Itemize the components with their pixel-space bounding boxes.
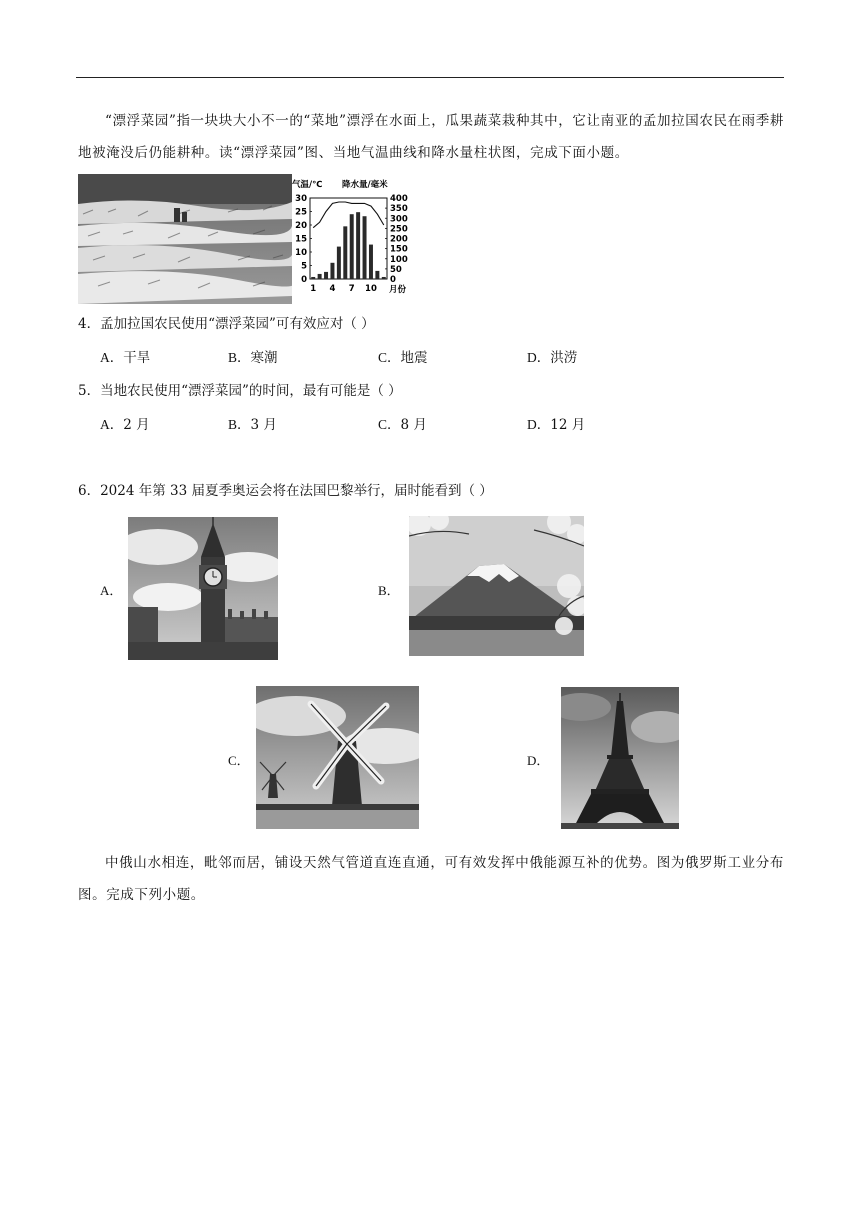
climate-chart xyxy=(292,177,418,299)
q6-option-c-windmill-image[interactable] xyxy=(256,686,419,829)
precipitation-bar xyxy=(337,247,341,279)
q5-option-a-text: 2 月 xyxy=(123,417,150,433)
left-tick-label: 15 xyxy=(295,234,307,245)
question-6-stem: 6．2024 年第 33 届夏季奥运会将在法国巴黎举行，届时能看到（ ） xyxy=(78,483,493,499)
q4-option-a[interactable] xyxy=(100,349,150,367)
intro-paragraph-floating-garden: “漂浮菜园”指一块块大小不一的“菜地”漂浮在水面上，瓜果蔬菜栽种其中，它让南亚的孟加拉国农民在雨季耕地被淹没后仍能耕种。读“漂浮菜园”图、当地气温曲线和降水量柱状图，完成下面小题。 xyxy=(78,113,784,161)
q5-option-c-text: 8 月 xyxy=(400,417,427,433)
precipitation-bar xyxy=(343,226,347,279)
temperature-line xyxy=(313,202,384,228)
right-tick-label: 200 xyxy=(390,234,408,245)
q6-option-a-label[interactable]: A． xyxy=(100,583,123,598)
q6-option-b-label[interactable]: B． xyxy=(378,583,400,598)
q6-option-a-big-ben-image[interactable] xyxy=(128,517,278,660)
right-tick-label: 350 xyxy=(390,204,408,215)
right-tick-label: 150 xyxy=(390,244,408,255)
q4-option-d-letter: D． xyxy=(527,350,551,365)
question-4-stem: 4．孟加拉国农民使用“漂浮菜园”可有效应对（ ） xyxy=(78,316,375,332)
x-tick-label: 10 xyxy=(365,284,377,294)
right-tick-label: 250 xyxy=(390,224,408,235)
q5-option-d-letter: D． xyxy=(527,417,551,432)
q5-option-b-text: 3 月 xyxy=(250,417,277,433)
precipitation-bar xyxy=(350,214,354,279)
q4-option-b-letter: B． xyxy=(228,350,251,365)
right-tick-label: 100 xyxy=(390,254,408,265)
right-tick-label: 50 xyxy=(390,264,402,275)
left-tick-label: 25 xyxy=(295,207,307,218)
x-tick-label: 1 xyxy=(310,284,317,294)
header-rule xyxy=(76,77,784,78)
q6-option-b-mount-fuji-image[interactable] xyxy=(409,516,584,656)
precipitation-bar xyxy=(311,277,315,279)
x-tick-label: 4 xyxy=(329,284,336,294)
right-tick-label: 0 xyxy=(390,275,396,285)
intro-paragraph-russia-industry: 中俄山水相连，毗邻而居，铺设天然气管道直连直通，可有效发挥中俄能源互补的优势。图为俄罗斯工业分布图。完成下列小题。 xyxy=(78,855,784,903)
left-tick-label: 0 xyxy=(301,275,307,285)
right-tick-label: 300 xyxy=(390,214,408,225)
left-tick-label: 30 xyxy=(295,194,307,204)
question-5-stem: 5．当地农民使用“漂浮菜园”的时间，最有可能是（ ） xyxy=(78,383,402,399)
q4-option-d[interactable] xyxy=(527,349,577,367)
precipitation-bar xyxy=(324,272,328,279)
precipitation-bar xyxy=(330,263,334,279)
precipitation-bar xyxy=(363,216,367,279)
q5-option-a-letter: A． xyxy=(100,417,124,432)
precipitation-bar xyxy=(369,245,373,279)
right-tick-label: 400 xyxy=(390,194,408,204)
q4-option-c-text: 地震 xyxy=(400,350,428,366)
q4-option-c[interactable] xyxy=(378,349,428,367)
x-axis-label: 月份 xyxy=(389,285,407,295)
q5-option-a[interactable] xyxy=(100,416,150,434)
q6-option-d-label[interactable]: D． xyxy=(527,753,550,768)
q4-option-d-text: 洪涝 xyxy=(550,350,578,366)
q4-option-b-text: 寒潮 xyxy=(250,350,278,366)
q5-option-b-letter: B． xyxy=(228,417,251,432)
floating-garden-photo xyxy=(78,174,292,304)
q5-option-c-letter: C． xyxy=(378,417,401,432)
q4-option-a-text: 干旱 xyxy=(123,350,151,366)
left-axis-label: 气温/℃ xyxy=(292,180,323,190)
left-tick-label: 5 xyxy=(301,261,307,272)
q5-option-d[interactable] xyxy=(527,416,585,434)
x-tick-label: 7 xyxy=(348,284,355,294)
q4-option-c-letter: C． xyxy=(378,350,401,365)
left-tick-label: 10 xyxy=(295,248,307,258)
q5-option-d-text: 12 月 xyxy=(550,417,586,433)
q4-option-b[interactable] xyxy=(228,349,278,367)
precipitation-bar xyxy=(356,212,360,279)
q5-option-c[interactable] xyxy=(378,416,427,434)
q6-option-c-label[interactable]: C． xyxy=(228,753,250,768)
q4-option-a-letter: A． xyxy=(100,350,124,365)
q5-option-b[interactable] xyxy=(228,416,277,434)
precipitation-bar xyxy=(375,271,379,279)
left-tick-label: 20 xyxy=(295,221,307,231)
precipitation-bar xyxy=(382,277,386,279)
precipitation-bar xyxy=(318,274,322,279)
q6-option-d-eiffel-tower-image[interactable] xyxy=(561,687,679,829)
right-axis-label: 降水量/毫米 xyxy=(342,180,388,190)
